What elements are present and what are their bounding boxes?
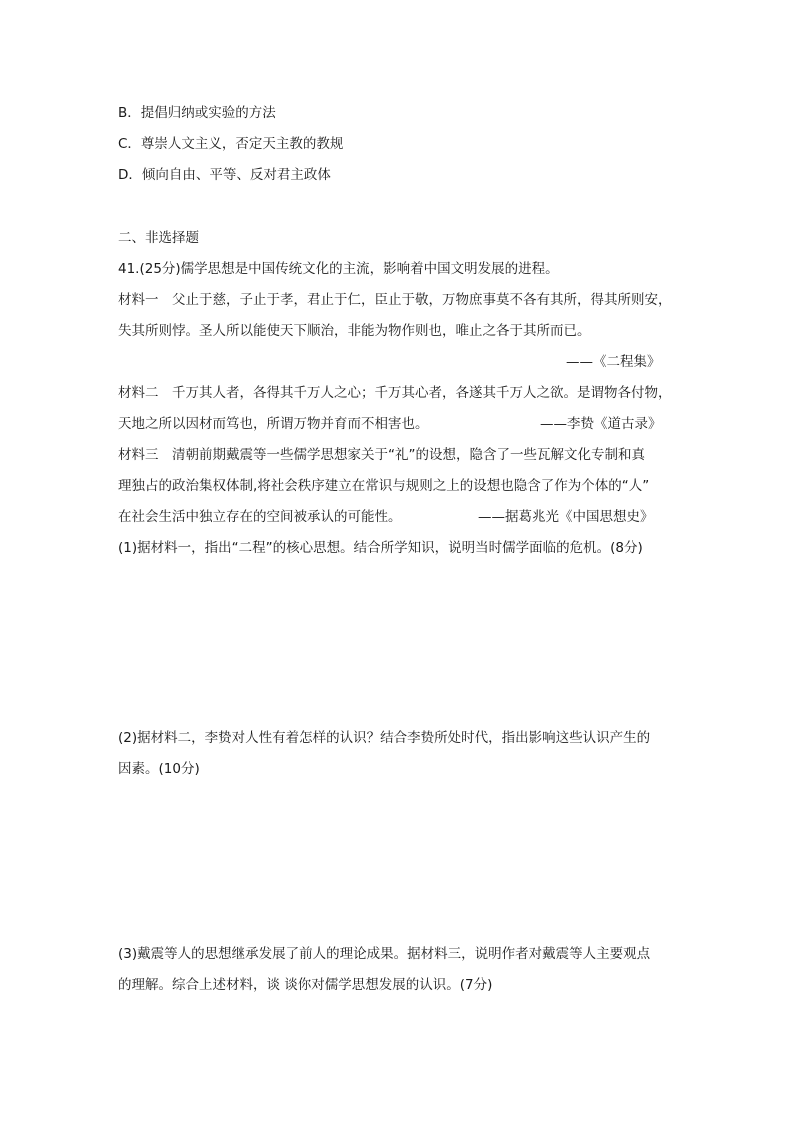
- material-1-source: ——《二程集》: [566, 354, 661, 370]
- sub-question-2-line-2: 因素。(10分): [118, 761, 200, 777]
- option-c: C．尊崇人文主义，否定天主教的教规: [118, 136, 344, 152]
- option-d: D．倾向自由、平等、反对君主政体: [118, 167, 331, 183]
- sub-question-3-line-2: 的理解。综合上述材料，谈 谈你对儒学思想发展的认识。(7分): [118, 977, 493, 993]
- section-title: 二、非选择题: [118, 230, 199, 246]
- material-3-line-1: 材料三 清朝前期戴震等一些儒学思想家关于“礼”的设想，隐含了一些瓦解文化专制和真: [118, 447, 645, 463]
- material-2-line-2: 天地之所以因材而笃也，所谓万物并育而不相害也。: [118, 416, 429, 432]
- sub-question-2-line-1: (2)据材料二，李贽对人性有着怎样的认识？结合李贽所处时代，指出影响这些认识产生的: [118, 730, 651, 746]
- material-3-line-3: 在社会生活中独立存在的空间被承认的可能性。: [118, 509, 402, 525]
- sub-question-1: (1)据材料一，指出“二程”的核心思想。结合所学知识，说明当时儒学面临的危机。(8分): [118, 540, 643, 556]
- material-2-line-1: 材料二 千万其人者，各得其千万人之心；千万其心者，各遂其千万人之欲。是谓物各付物，: [118, 385, 672, 401]
- material-3-source: ——据葛兆光《中国思想史》: [478, 509, 654, 525]
- material-1-line-1: 材料一 父止于慈，子止于孝，君止于仁，臣止于敬，万物庶事莫不各有其所，得其所则安，: [118, 292, 672, 308]
- option-b: B．提倡归纳或实验的方法: [118, 105, 276, 121]
- material-1-line-2: 失其所则悖。圣人所以能使天下顺治，非能为物作则也，唯止之各于其所而已。: [118, 323, 591, 339]
- material-3-line-2: 理独占的政治集权体制,将社会秩序建立在常识与规则之上的设想也隐含了作为个体的“人”: [118, 478, 650, 494]
- material-2-source: ——李贽《道古录》: [540, 416, 662, 432]
- question-stem: 41.(25分)儒学思想是中国传统文化的主流，影响着中国文明发展的进程。: [118, 261, 559, 277]
- sub-question-3-line-1: (3)戴震等人的思想继承发展了前人的理论成果。据材料三，说明作者对戴震等人主要观点: [118, 946, 651, 962]
